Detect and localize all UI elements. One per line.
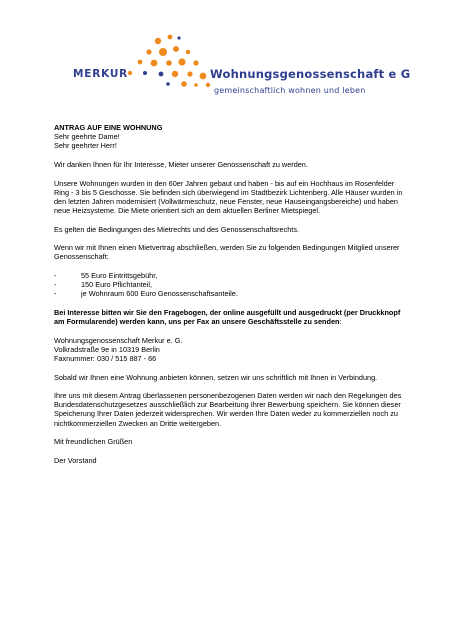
list-item bbox=[54, 280, 406, 289]
request-colon: : bbox=[339, 316, 342, 326]
contact-paragraph: Sobald wir Ihnen eine Wohnung anbieten können, setzen wir uns schriftlich mit Ihnen in Verbindung. bbox=[54, 372, 378, 382]
intro-paragraph: Wir danken Ihnen für Ihr Interesse, Mieter unserer Genossenschaft zu werden. bbox=[54, 159, 308, 169]
list-dash: - bbox=[54, 271, 57, 280]
letter-heading: ANTRAG AUF EINE WOHNUNG bbox=[54, 123, 163, 132]
fee-mandatory-share: 150 Euro Pflichtanteil, bbox=[81, 280, 152, 290]
request-text: Bei Interesse bitten wir Sie den Fragebogen, der online ausgefüllt und ausgedruckt (per Druckknopf am Formularende) werden kann, uns per Fax an unsere Geschäftsstelle zu senden bbox=[54, 307, 401, 326]
logo-dots-icon bbox=[118, 32, 214, 88]
address-company: Wohnungsgenossenschaft Merkur e. G. bbox=[54, 335, 183, 345]
logo-tagline: gemeinschaftlich wohnen und leben bbox=[214, 86, 366, 95]
address-fax: Faxnummer: 030 / 515 887 - 66 bbox=[54, 353, 157, 363]
address-block bbox=[54, 336, 406, 363]
list-item bbox=[54, 289, 406, 298]
salutation-sir: Sehr geehrter Herr! bbox=[54, 141, 117, 151]
fee-entrance: 55 Euro Eintrittsgebühr, bbox=[81, 271, 158, 280]
greeting-block bbox=[54, 123, 406, 150]
list-dash: - bbox=[54, 289, 57, 299]
letterhead bbox=[0, 0, 453, 110]
housing-paragraph: Unsere Wohnungen wurden in den 60er Jahren gebaut und haben - bis auf ein Hochhaus im Rosenfelder Ring - 3 bis 5 Geschosse. Sie befinden sich überwiegend im Stadtbezirk Lichtenberg. Alle Häuser wurden in den letzten Jahren modernisiert (Vollwärmeschutz, neue Fenster, neue Hauseingangsbereiche) und haben neue Heizsysteme. Die Miete orientiert sich an dem aktuellen Berliner Mietspiegel. bbox=[54, 178, 403, 215]
privacy-paragraph: Ihre uns mit diesem Antrag überlassenen personenbezogenen Daten werden wir nach den Regelungen des Bundesdatenschutzgesetzes ausschließlich zur Bearbeitung Ihrer Bewerbung speichern. Sie können dieser Speicherung Ihrer Daten jederzeit widersprechen. Wir werden Ihre Daten weder zu kommerziellen noch zu nichtkommerziellen Zwecken an Dritte weitergeben. bbox=[54, 391, 402, 428]
fee-list bbox=[54, 271, 406, 298]
address-street: Volkradstraße 9e in 10319 Berlin bbox=[54, 344, 160, 354]
request-paragraph bbox=[54, 308, 406, 326]
list-dash: - bbox=[54, 280, 57, 290]
logo-company-name: Wohnungsgenossenschaft e G bbox=[210, 67, 411, 81]
conditions-paragraph: Es gelten die Bedingungen des Mietrechts und des Genossenschaftsrechts. bbox=[54, 224, 300, 234]
closing-line: Mit freundlichen Grüßen bbox=[54, 437, 133, 447]
signature-line: Der Vorstand bbox=[54, 455, 97, 465]
fee-cooperative-shares: je Wohnraum 600 Euro Genossenschaftsanteile. bbox=[81, 289, 238, 299]
salutation-lady: Sehr geehrte Dame! bbox=[54, 132, 120, 142]
list-item bbox=[54, 271, 406, 280]
letter-body bbox=[54, 123, 406, 475]
logo-merkur-text: MERKUR bbox=[73, 68, 129, 80]
membership-paragraph: Wenn wir mit Ihnen einen Mietvertrag abschließen, werden Sie zu folgenden Bedingungen Mitglied unserer Genossenschaft: bbox=[54, 243, 400, 262]
